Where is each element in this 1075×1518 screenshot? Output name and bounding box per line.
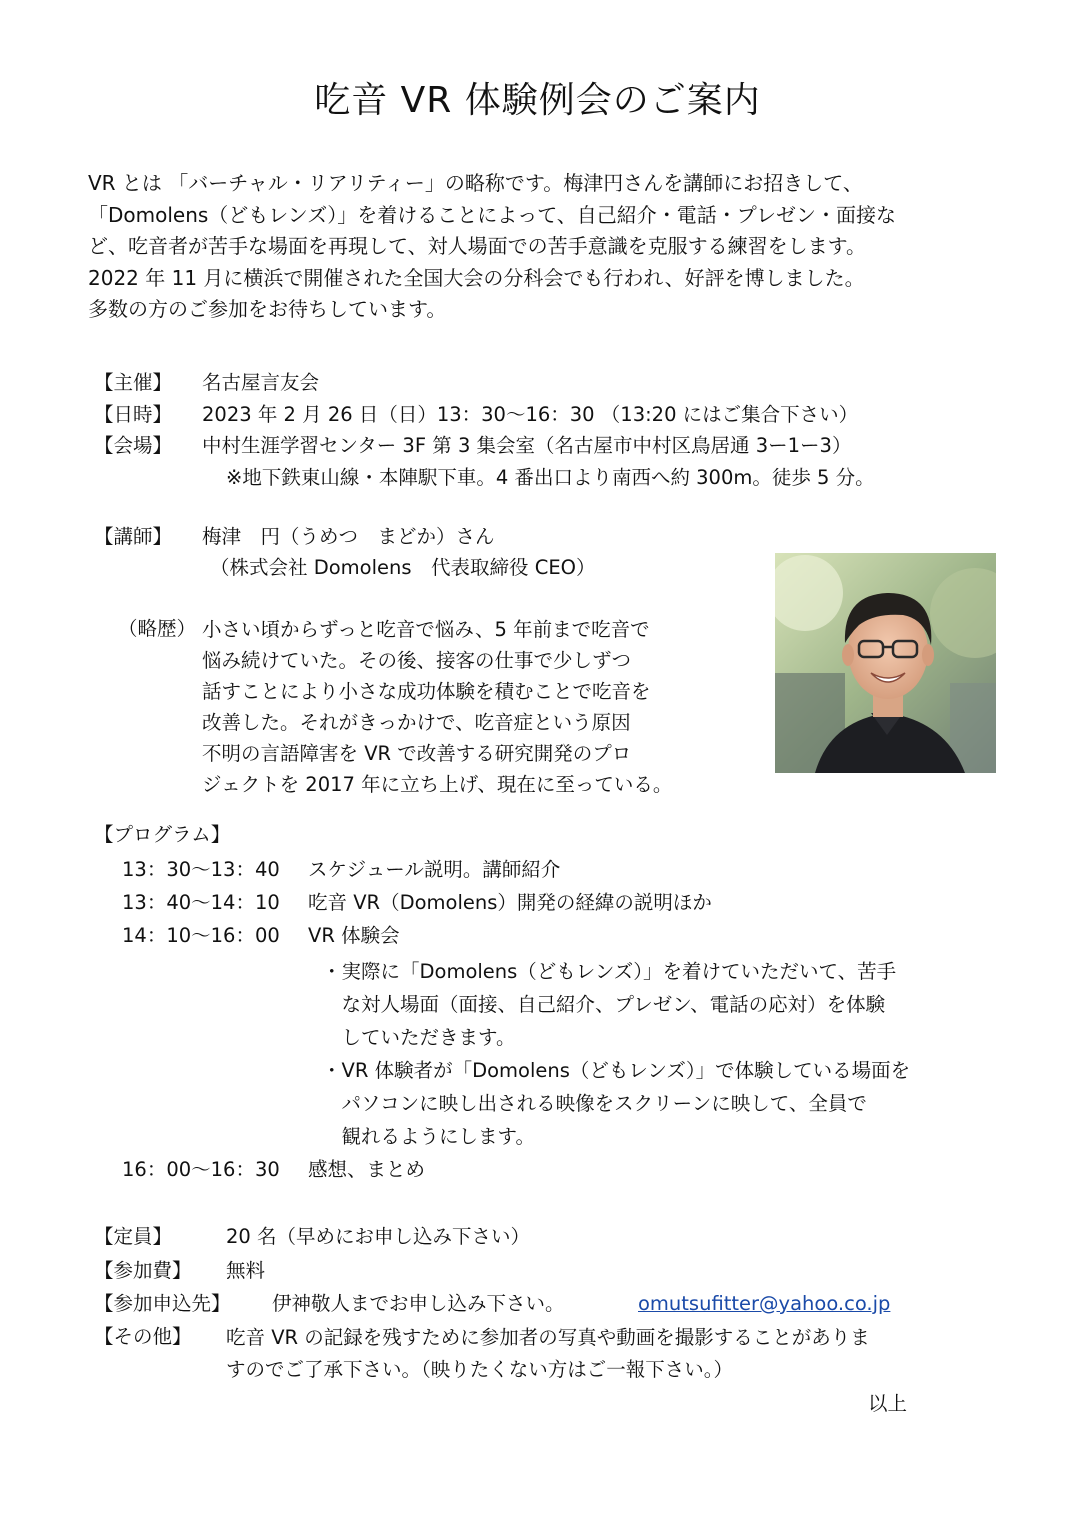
profile-line: 不明の言語障害を VR で改善する研究開発のプロ [202,742,632,765]
other-line: すのでご了承下さい。（映りたくない方はご一報下さい。） [226,1358,734,1381]
other-line: 吃音 VR の記録を残すために参加者の写真や動画を撮影することがありま [226,1326,870,1349]
program-time: 16：00〜16：30 [122,1158,280,1181]
profile-line: 改善した。それがきっかけで、吃音症という原因 [202,711,631,734]
intro-line: 2022 年 11 月に横浜で開催された全国大会の分科会でも行われ、好評を博しました。 [88,265,865,290]
program-desc: 感想、まとめ [308,1158,426,1181]
apply-label: 【参加申込先】 [94,1292,231,1315]
other-text [226,1322,870,1386]
lecturer-affiliation: （株式会社 Domolens 代表取締役 CEO） [210,556,596,579]
bullet-line: パソコンに映し出される映像をスクリーンに映して、全員で [322,1092,867,1115]
lecturer-name: 梅津 円（うめつ まどか）さん [202,525,495,548]
venue-value: 中村生涯学習センター 3F 第 3 集会室（名古屋市中村区鳥居通 3ー1ー3） [202,434,852,457]
intro-paragraph [88,168,998,326]
closing-text: 以上 [868,1392,908,1415]
program-label: 【プログラム】 [94,823,231,846]
organizer-value: 名古屋言友会 [202,371,320,394]
datetime-label: 【日時】 [94,403,173,426]
profile-label: （略歴） [118,617,197,640]
apply-value: 伊神敬人までお申し込み下さい。 [272,1292,565,1315]
venue-label: 【会場】 [94,434,173,457]
other-label: 【その他】 [94,1325,192,1348]
profile-text [202,614,672,800]
bullet-line: ・VR 体験者が「Domolens（どもレンズ）」で体験している場面を [322,1059,911,1082]
lecturer-photo [775,553,996,773]
program-time: 14：10〜16：00 [122,924,280,947]
capacity-value: 20 名（早めにお申し込み下さい） [226,1225,531,1248]
datetime-value: 2023 年 2 月 26 日（日）13：30〜16：30 （13:20 にはご集合下さい） [202,403,859,426]
bullet-line: ・実際に「Domolens（どもレンズ）」を着けていただいて、苦手 [322,960,897,983]
intro-line: ど、吃音者が苦手な場面を再現して、対人場面での苦手意識を克服する練習をします。 [88,234,866,258]
program-time: 13：30〜13：40 [122,858,280,881]
program-bullets [322,955,910,1153]
profile-line: 悩み続けていた。その後、接客の仕事で少しずつ [202,649,632,672]
profile-line: 話すことにより小さな成功体験を積むことで吃音を [202,680,651,703]
lecturer-label: 【講師】 [94,525,173,548]
fee-value: 無料 [226,1259,266,1282]
intro-line: 「Domolens（どもレンズ）」を着けることによって、自己紹介・電話・プレゼン・面接な [88,202,897,227]
profile-line: 小さい頃からずっと吃音で悩み、5 年前まで吃音で [202,618,650,641]
intro-line: VR とは 「バーチャル・リアリティー」の略称です。梅津円さんを講師にお招きして、 [88,171,863,195]
program-desc: スケジュール説明。講師紹介 [308,858,561,881]
bullet-line: していただきます。 [322,1026,516,1049]
profile-line: ジェクトを 2017 年に立ち上げ、現在に至っている。 [202,773,673,796]
program-time: 13：40〜14：10 [122,891,280,914]
bullet-line: 観れるようにします。 [322,1125,535,1148]
intro-line: 多数の方のご参加をお待ちしています。 [88,297,447,321]
page-title: 吃音 VR 体験例会のご案内 [314,80,761,121]
venue-note: ※地下鉄東山線・本陣駅下車。4 番出口より南西へ約 300m。徒歩 5 分。 [226,466,875,489]
bullet-line: な対人場面（面接、自己紹介、プレゼン、電話の応対）を体験 [322,993,886,1016]
program-desc: VR 体験会 [308,924,400,947]
organizer-label: 【主催】 [94,371,173,394]
fee-label: 【参加費】 [94,1259,192,1282]
capacity-label: 【定員】 [94,1225,173,1248]
program-desc: 吃音 VR（Domolens）開発の経緯の説明ほか [308,891,712,914]
apply-email-link[interactable]: omutsufitter@yahoo.co.jp [638,1292,891,1315]
